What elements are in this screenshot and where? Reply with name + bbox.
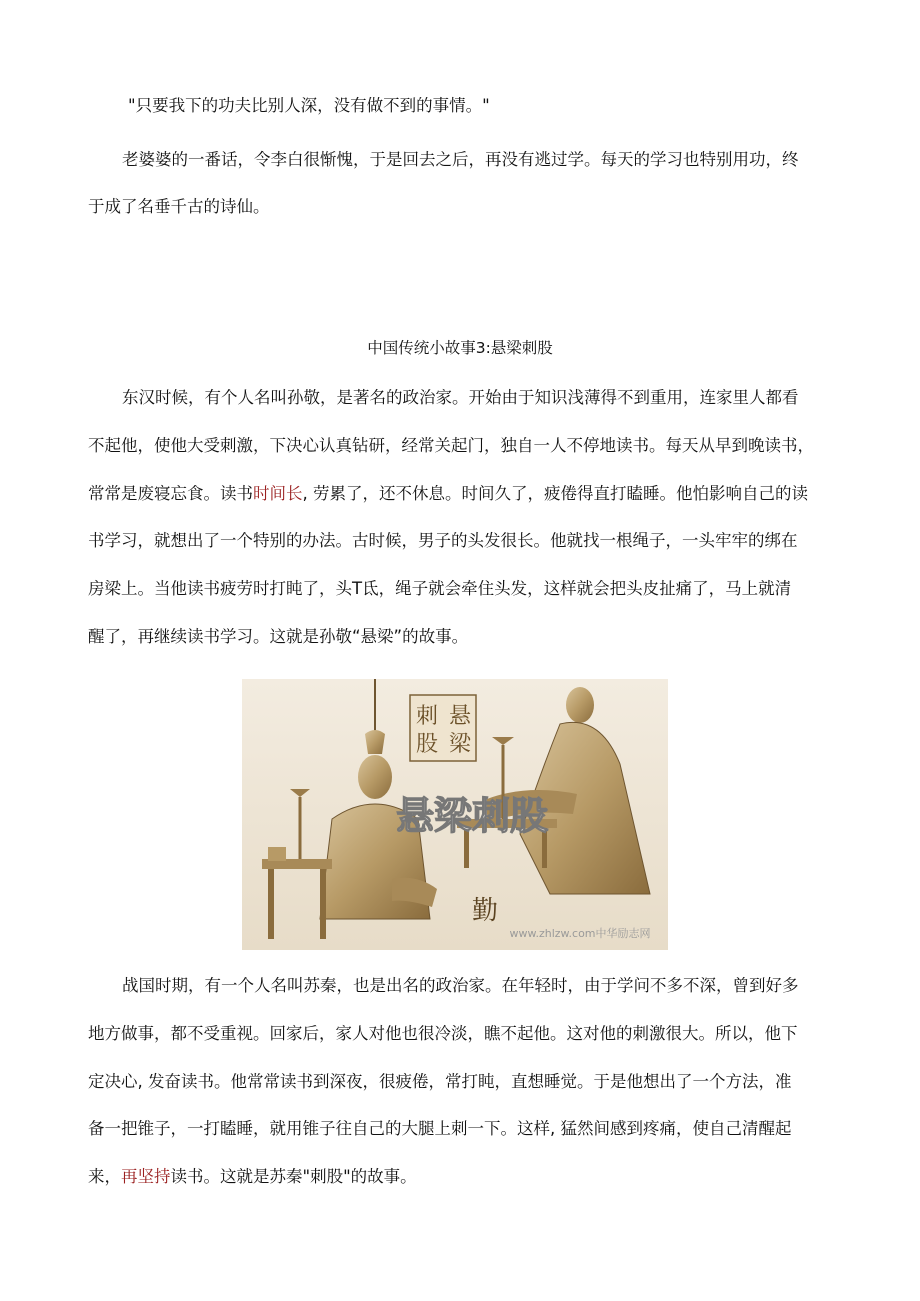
highlight-text: 时间长 xyxy=(253,484,303,503)
paragraph-line: 备一把锥子，一打瞌睡，就用锥子往自己的大腿上刺一下。这样, 猛然间感到疼痛，使自己清醒起 xyxy=(88,1119,792,1138)
paragraph-line: 老婆婆的一番话，令李白很惭愧，于是回去之后，再没有逃过学。每天的学习也特别用功，终 xyxy=(122,150,799,169)
highlight-text: 再坚持 xyxy=(121,1167,171,1186)
paragraph-line: 东汉时候，有个人名叫孙敬，是著名的政治家。开始由于知识浅薄得不到重用，连家里人都看 xyxy=(122,388,799,407)
paragraph-line: 醒了，再继续读书学习。这就是孙敬“悬梁”的故事。 xyxy=(88,627,469,646)
seal-char: 悬 xyxy=(448,704,472,729)
quote-line: "只要我下的功夫比别人深，没有做不到的事情。" xyxy=(128,96,490,115)
paragraph-line: 于成了名垂千古的诗仙。 xyxy=(88,197,270,216)
paragraph-line: 房梁上。当他读书疲劳时打盹了，头T氐，绳子就会牵住头发，这样就会把头皮扯痛了，马上就清 xyxy=(88,579,792,598)
illustration-caption: 悬梁刺股 xyxy=(395,794,549,838)
text-run: 来， xyxy=(88,1167,121,1186)
stamp-char: 勤 xyxy=(471,896,499,926)
paragraph-line: 地方做事，都不受重视。回家后，家人对他也很冷淡，瞧不起他。这对他的刺激很大。所以，他下 xyxy=(88,1024,798,1043)
text-run: 常常是废寝忘食。读书 xyxy=(88,484,253,503)
seal-char: 股 xyxy=(415,732,439,757)
text-run: 读书。这就是苏秦"刺股"的故事。 xyxy=(170,1167,417,1186)
paragraph-line xyxy=(88,482,808,506)
story-illustration xyxy=(242,679,668,950)
text-run: , 劳累了，还不休息。时间久了，疲倦得直打瞌睡。他怕影响自己的读 xyxy=(302,484,808,503)
paragraph-line: 战国时期，有一个人名叫苏秦，也是出名的政治家。在年轻时，由于学问不多不深，曾到好多 xyxy=(122,976,799,995)
paragraph-line: 不起他，使他大受刺激，下决心认真钻研，经常关起门，独自一人不停地读书。每天从早到晚读书， xyxy=(88,436,814,455)
story-title: 中国传统小故事3:悬梁刺股 xyxy=(367,339,553,357)
seal-char: 梁 xyxy=(448,732,472,757)
seal-char: 刺 xyxy=(415,704,439,729)
watermark: www.zhlzw.com中华励志网 xyxy=(509,927,651,940)
paragraph-line: 定决心, 发奋读书。他常常读书到深夜，很疲倦，常打盹，直想睡觉。于是他想出了一个方法，准 xyxy=(88,1072,792,1091)
paragraph-line xyxy=(88,1165,417,1189)
paragraph-line: 书学习，就想出了一个特别的办法。古时候，男子的头发很长。他就找一根绳子，一头牢牢的绑在 xyxy=(88,531,798,550)
